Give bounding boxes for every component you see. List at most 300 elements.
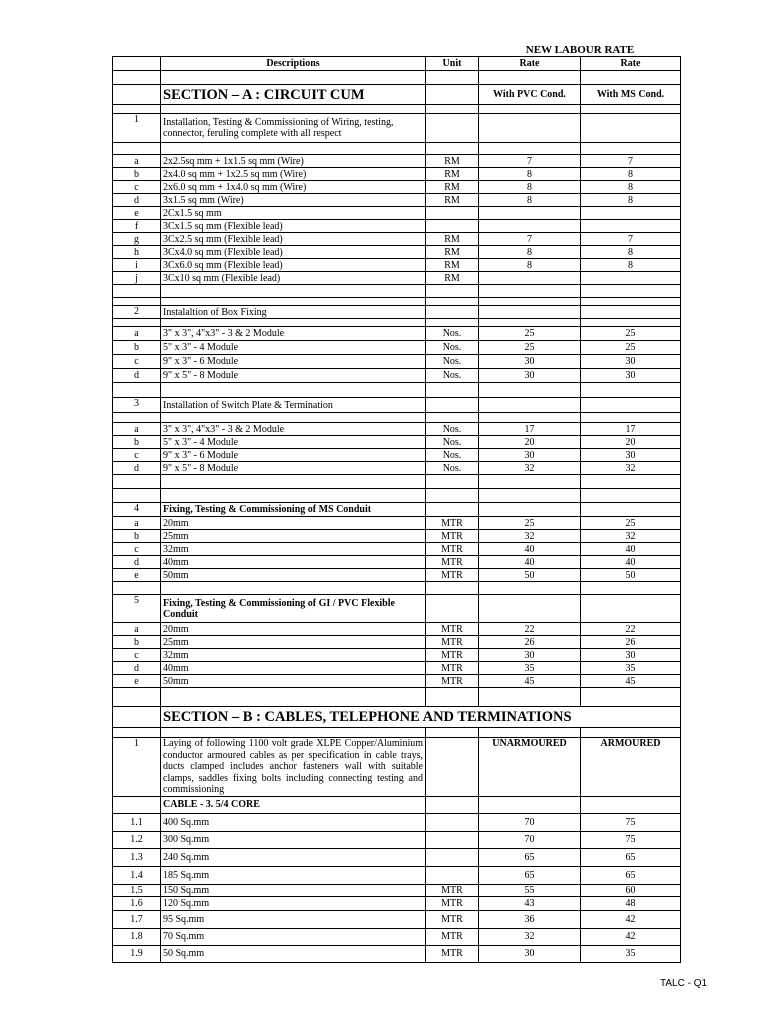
item-rate-1: 30 [479,355,581,369]
empty-cell [161,688,426,707]
empty-cell [113,413,161,423]
item-header-row [113,738,681,797]
empty-cell [161,285,426,298]
column-header-blank [113,57,161,71]
item-rate-1: 8 [479,168,581,181]
item-number: 1.5 [113,884,161,896]
empty-cell [161,105,426,114]
spacer-row [113,413,681,423]
item-rate-1 [479,207,581,220]
item-description: 9" x 5" - 8 Module [161,369,426,383]
item-row [113,155,681,168]
item-rate-1: 17 [479,423,581,436]
item-row [113,623,681,636]
item-letter: a [113,155,161,168]
item-unit: MTR [426,945,479,962]
item-rate-1: 43 [479,896,581,910]
empty-cell [479,489,581,503]
empty-cell [161,413,426,423]
item-row [113,896,681,910]
item-row [113,327,681,341]
item-rate-1: 30 [479,649,581,662]
item-unit: MTR [426,910,479,928]
empty-cell [479,728,581,738]
item-unit: RM [426,168,479,181]
empty-cell [426,143,479,155]
section-title-row [113,85,681,105]
empty-cell [161,475,426,489]
item-rate-1: 40 [479,543,581,556]
empty-cell [581,475,681,489]
column-header-rate-pvc: Rate [479,57,581,71]
empty-cell [113,489,161,503]
item-rate-2: 35 [581,945,681,962]
item-header-row [113,306,681,319]
item-number: 4 [113,503,161,517]
item-row [113,449,681,462]
item-row [113,556,681,569]
empty-cell [113,475,161,489]
item-description: 25mm [161,530,426,543]
item-row [113,649,681,662]
item-letter: d [113,462,161,475]
empty-cell [479,319,581,327]
empty-cell [581,688,681,707]
item-description: 3Cx4.0 sq mm (Flexible lead) [161,246,426,259]
empty-cell [479,595,581,623]
empty-cell [581,595,681,623]
item-description: 20mm [161,623,426,636]
item-letter: g [113,233,161,246]
item-rate-1 [479,220,581,233]
empty-cell [479,114,581,143]
item-rate-1: 32 [479,928,581,945]
empty-cell [581,398,681,413]
spacer-row [113,688,681,707]
empty-cell [581,114,681,143]
item-row [113,517,681,530]
empty-cell [479,688,581,707]
item-rate-2: 17 [581,423,681,436]
item-description: 185 Sq.mm [161,866,426,884]
item-rate-2: 65 [581,866,681,884]
empty-cell [479,413,581,423]
empty-cell [581,285,681,298]
empty-cell [426,595,479,623]
item-row [113,530,681,543]
item-letter: c [113,449,161,462]
item-rate-2: 30 [581,449,681,462]
item-rate-2: 65 [581,848,681,866]
item-description: 3Cx1.5 sq mm (Flexible lead) [161,220,426,233]
item-row [113,246,681,259]
item-unit: RM [426,233,479,246]
spacer-row [113,728,681,738]
item-number: 2 [113,306,161,319]
item-unit [426,220,479,233]
empty-cell [581,143,681,155]
item-number: 1 [113,738,161,797]
item-row [113,662,681,675]
empty-cell [161,582,426,595]
item-rate-2: 50 [581,569,681,582]
item-number: 1.1 [113,813,161,831]
empty-cell [581,71,681,85]
item-letter: c [113,649,161,662]
cable-heading-row [113,796,681,813]
rate-table-title: NEW LABOUR RATE [525,44,635,56]
item-number: 1.6 [113,896,161,910]
item-row [113,233,681,246]
item-row [113,866,681,884]
item-number: 1.9 [113,945,161,962]
spacer-row [113,475,681,489]
item-description: 70 Sq.mm [161,928,426,945]
item-rate-1: 55 [479,884,581,896]
empty-cell [581,298,681,306]
column-header-descriptions: Descriptions [161,57,426,71]
item-rate-1: 7 [479,155,581,168]
item-rate-2: 35 [581,662,681,675]
item-number: 1.2 [113,831,161,848]
empty-cell [426,796,479,813]
item-letter: e [113,675,161,688]
item-header-row [113,114,681,143]
item-row [113,928,681,945]
item-rate-2: 30 [581,355,681,369]
empty-cell [581,306,681,319]
empty-cell [161,383,426,398]
column-header-row [113,57,681,71]
item-rate-1: 30 [479,945,581,962]
item-unit: MTR [426,543,479,556]
spacer-row [113,285,681,298]
item-letter: j [113,272,161,285]
item-unit: MTR [426,662,479,675]
spacer-row [113,105,681,114]
empty-cell [426,319,479,327]
item-rate-2: 42 [581,928,681,945]
empty-cell [581,489,681,503]
item-header-description: Fixing, Testing & Commissioning of GI / PVC Flexible Conduit [161,595,426,623]
item-row [113,272,681,285]
item-description: 2Cx1.5 sq mm [161,207,426,220]
item-letter: i [113,259,161,272]
item-rate-1: 8 [479,181,581,194]
item-rate-2: 75 [581,813,681,831]
item-rate-1: 50 [479,569,581,582]
item-number: 5 [113,595,161,623]
item-rate-1: 65 [479,848,581,866]
item-rate-2: 25 [581,327,681,341]
empty-cell [426,298,479,306]
item-unit [426,813,479,831]
spacer-row [113,143,681,155]
empty-cell [479,298,581,306]
item-rate-2: 8 [581,194,681,207]
item-description: 3" x 3", 4"x3" - 3 & 2 Module [161,423,426,436]
empty-cell [479,285,581,298]
item-row [113,543,681,556]
empty-cell [426,306,479,319]
item-row [113,220,681,233]
item-row [113,848,681,866]
empty-cell [581,383,681,398]
item-row [113,194,681,207]
cable-heading: CABLE - 3. 5/4 CORE [161,796,426,813]
spacer-row [113,71,681,85]
item-rate-1: 20 [479,436,581,449]
item-description: 5" x 3" - 4 Module [161,341,426,355]
item-letter: c [113,181,161,194]
rate-subheader-armoured: ARMOURED [581,738,681,797]
item-unit: Nos. [426,449,479,462]
item-row [113,462,681,475]
item-description: 400 Sq.mm [161,813,426,831]
empty-cell [581,105,681,114]
item-rate-1: 45 [479,675,581,688]
item-rate-1: 35 [479,662,581,675]
item-rate-2 [581,272,681,285]
item-row [113,423,681,436]
empty-cell [426,71,479,85]
item-description: 50mm [161,569,426,582]
item-rate-2: 75 [581,831,681,848]
item-description: 2x6.0 sq mm + 1x4.0 sq mm (Wire) [161,181,426,194]
item-letter: a [113,423,161,436]
item-header-description: Instalaltion of Box Fixing [161,306,426,319]
item-letter: b [113,168,161,181]
item-rate-1: 32 [479,462,581,475]
empty-cell [113,796,161,813]
item-description: 3Cx6.0 sq mm (Flexible lead) [161,259,426,272]
item-number: 1.8 [113,928,161,945]
item-unit: MTR [426,556,479,569]
empty-cell [479,582,581,595]
item-unit: Nos. [426,369,479,383]
rate-subheader-unarmoured: UNARMOURED [479,738,581,797]
item-unit: MTR [426,896,479,910]
item-rate-2: 40 [581,556,681,569]
empty-cell [479,475,581,489]
item-header-description: Fixing, Testing & Commissioning of MS Conduit [161,503,426,517]
empty-cell [113,319,161,327]
item-unit: Nos. [426,462,479,475]
item-row [113,355,681,369]
empty-cell [426,105,479,114]
column-header-unit: Unit [426,57,479,71]
item-row [113,569,681,582]
item-header-description: Laying of following 1100 volt grade XLPE Copper/Aluminium conductor armoured cables as per specification in cable trays, ducts clamped includes anchor fasteners wall with suitable clamps, saddles fixing bolts including connecting testing and commissioning [161,738,426,797]
spacer-row [113,489,681,503]
item-row [113,207,681,220]
item-row [113,168,681,181]
empty-cell [581,796,681,813]
item-rate-1: 30 [479,449,581,462]
item-rate-2: 8 [581,259,681,272]
item-rate-2: 30 [581,649,681,662]
empty-cell [426,398,479,413]
item-unit [426,848,479,866]
section-title-row [113,707,681,728]
empty-cell [161,71,426,85]
item-rate-1: 8 [479,259,581,272]
empty-cell [426,383,479,398]
item-rate-1 [479,272,581,285]
empty-cell [479,383,581,398]
empty-cell [113,143,161,155]
item-description: 2x2.5sq mm + 1x1.5 sq mm (Wire) [161,155,426,168]
section-b-title: SECTION – B : CABLES, TELEPHONE AND TERMINATIONS [161,707,681,728]
item-letter: a [113,623,161,636]
item-row [113,341,681,355]
empty-cell [479,143,581,155]
item-unit: RM [426,246,479,259]
item-description: 240 Sq.mm [161,848,426,866]
item-rate-2: 25 [581,517,681,530]
empty-cell [426,413,479,423]
item-rate-1: 70 [479,831,581,848]
item-rate-2: 26 [581,636,681,649]
section-a-title: SECTION – A : CIRCUIT CUM [161,85,426,105]
empty-cell [479,306,581,319]
item-unit [426,866,479,884]
item-description: 9" x 5" - 8 Module [161,462,426,475]
empty-cell [113,105,161,114]
empty-cell [426,503,479,517]
empty-cell [161,489,426,503]
item-unit: MTR [426,928,479,945]
item-row [113,181,681,194]
item-letter: d [113,556,161,569]
item-rate-2 [581,207,681,220]
empty-cell [113,707,161,728]
item-rate-2: 7 [581,155,681,168]
item-rate-2: 42 [581,910,681,928]
item-header-row [113,503,681,517]
item-unit: RM [426,272,479,285]
item-rate-2: 40 [581,543,681,556]
item-unit: RM [426,155,479,168]
column-header-rate-ms: Rate [581,57,681,71]
item-unit: MTR [426,517,479,530]
item-unit: MTR [426,649,479,662]
item-rate-1: 8 [479,246,581,259]
item-rate-1: 40 [479,556,581,569]
spacer-row [113,298,681,306]
item-unit: Nos. [426,327,479,341]
empty-cell [426,582,479,595]
rate-subheader-pvc: With PVC Cond. [479,85,581,105]
item-rate-1: 22 [479,623,581,636]
empty-cell [113,71,161,85]
empty-cell [426,114,479,143]
item-description: 2x4.0 sq mm + 1x2.5 sq mm (Wire) [161,168,426,181]
item-row [113,259,681,272]
item-rate-2: 30 [581,369,681,383]
item-unit: RM [426,194,479,207]
item-rate-1: 32 [479,530,581,543]
empty-cell [479,71,581,85]
item-unit: Nos. [426,341,479,355]
item-unit: MTR [426,530,479,543]
empty-cell [161,143,426,155]
item-description: 25mm [161,636,426,649]
item-description: 120 Sq.mm [161,896,426,910]
item-row [113,910,681,928]
item-row [113,436,681,449]
item-row [113,945,681,962]
empty-cell [113,383,161,398]
item-letter: a [113,517,161,530]
item-description: 3" x 3", 4"x3" - 3 & 2 Module [161,327,426,341]
item-row [113,636,681,649]
item-description: 95 Sq.mm [161,910,426,928]
item-rate-1: 25 [479,341,581,355]
item-letter: b [113,636,161,649]
empty-cell [426,285,479,298]
item-description: 9" x 3" - 6 Module [161,355,426,369]
item-unit [426,207,479,220]
item-letter: b [113,341,161,355]
item-rate-2: 8 [581,181,681,194]
empty-cell [581,503,681,517]
item-unit: Nos. [426,423,479,436]
spacer-row [113,383,681,398]
item-number: 1.4 [113,866,161,884]
item-letter: d [113,662,161,675]
item-description: 150 Sq.mm [161,884,426,896]
empty-cell [479,105,581,114]
item-letter: a [113,327,161,341]
empty-cell [426,688,479,707]
item-header-description: Installation of Switch Plate & Termination [161,398,426,413]
item-letter: f [113,220,161,233]
item-rate-1: 70 [479,813,581,831]
item-rate-2: 20 [581,436,681,449]
item-unit [426,831,479,848]
item-rate-1: 25 [479,517,581,530]
item-rate-1: 25 [479,327,581,341]
item-row [113,369,681,383]
item-header-description: Installation, Testing & Commissioning of Wiring, testing, connector, feruling complete with all respect [161,114,426,143]
empty-cell [161,319,426,327]
item-unit: RM [426,181,479,194]
item-description: 3Cx10 sq mm (Flexible lead) [161,272,426,285]
item-description: 32mm [161,649,426,662]
item-rate-2: 25 [581,341,681,355]
item-rate-2: 60 [581,884,681,896]
item-rate-2 [581,220,681,233]
spacer-row [113,319,681,327]
empty-cell [581,413,681,423]
empty-cell [426,489,479,503]
item-rate-1: 26 [479,636,581,649]
item-letter: d [113,369,161,383]
rate-subheader-ms: With MS Cond. [581,85,681,105]
labour-rate-table [112,56,681,963]
item-rate-2: 45 [581,675,681,688]
item-row [113,813,681,831]
item-rate-2: 22 [581,623,681,636]
item-row [113,675,681,688]
item-description: 9" x 3" - 6 Module [161,449,426,462]
item-description: 300 Sq.mm [161,831,426,848]
item-description: 40mm [161,556,426,569]
item-rate-1: 7 [479,233,581,246]
item-description: 50mm [161,675,426,688]
item-unit: MTR [426,675,479,688]
